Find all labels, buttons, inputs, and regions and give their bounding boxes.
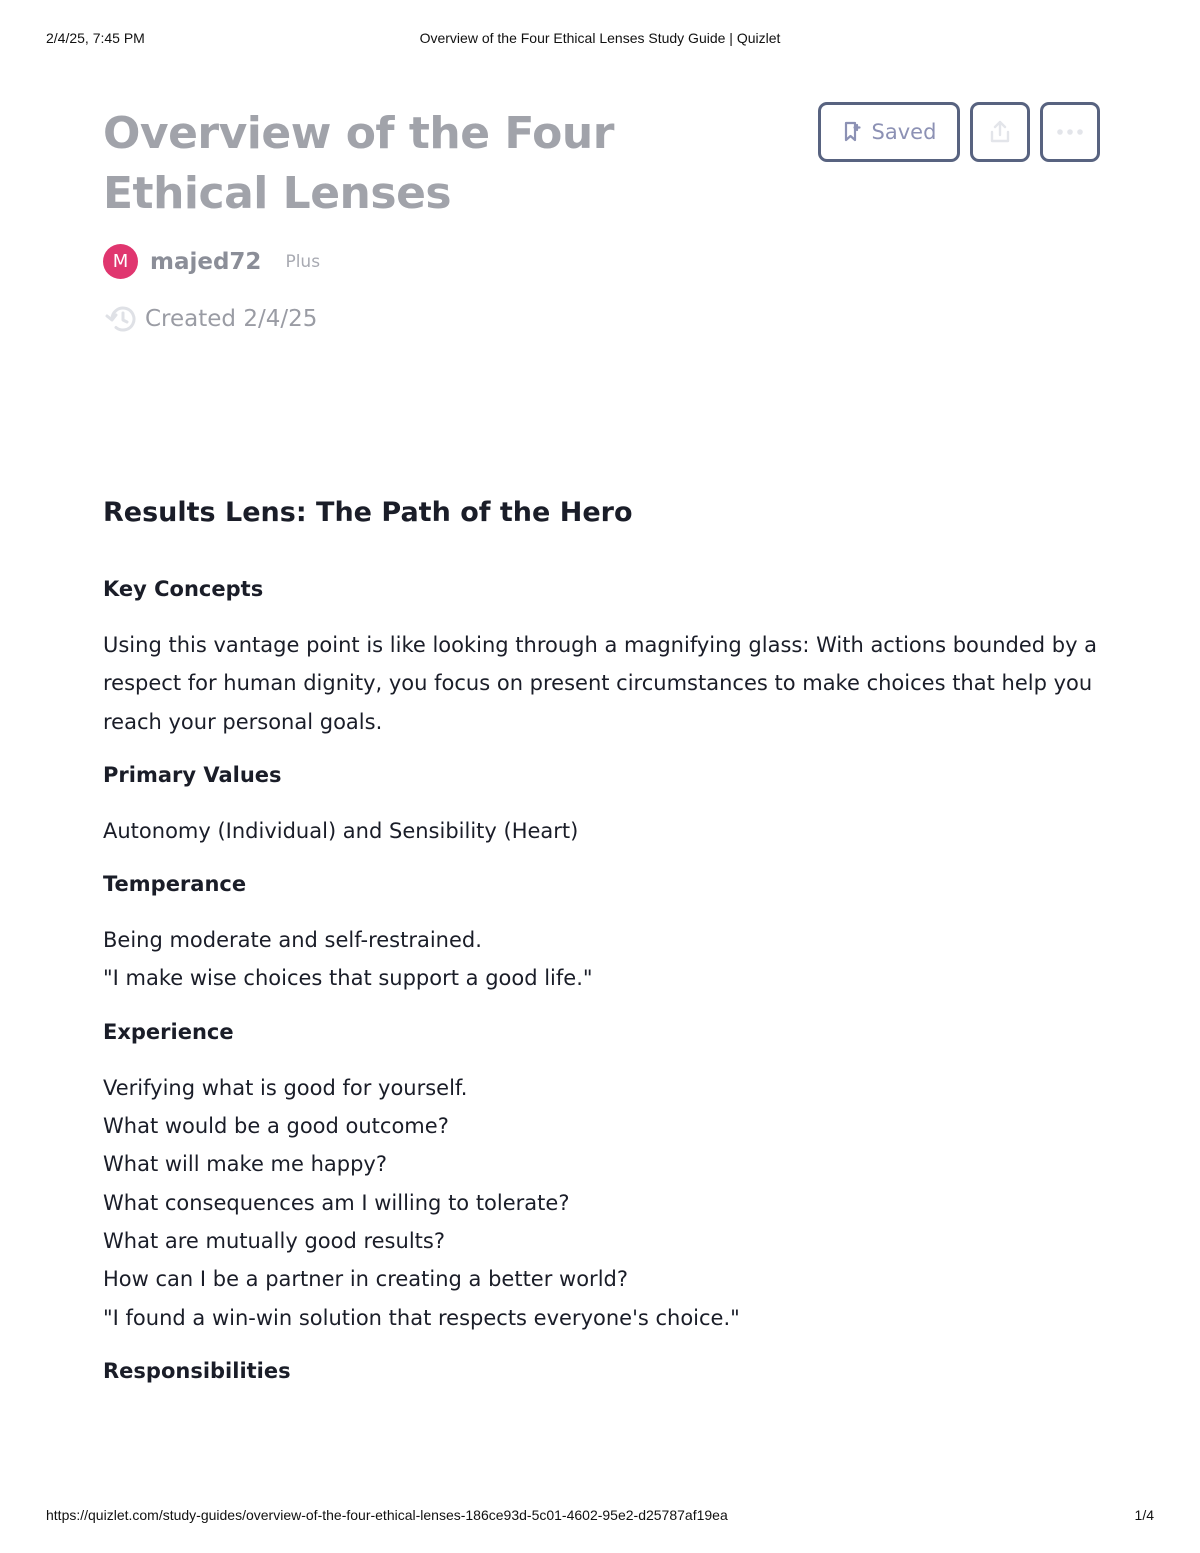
- key-concepts-text: [103, 626, 1103, 741]
- key-concepts-heading: Key Concepts: [103, 577, 264, 601]
- action-bar: [818, 102, 1100, 162]
- text-line: respect for human dignity, you focus on present circumstances to make choices that help you: [103, 671, 1093, 696]
- experience-heading: Experience: [103, 1019, 234, 1044]
- responsibilities-heading: Responsibilities: [103, 1358, 291, 1383]
- text-line: How can I be a partner in creating a better world?: [103, 1267, 628, 1292]
- avatar[interactable]: M: [103, 244, 138, 279]
- text-line: reach your personal goals.: [103, 709, 383, 734]
- text-line: Being moderate and self-restrained.: [103, 928, 482, 953]
- saved-button[interactable]: [818, 102, 960, 162]
- share-button[interactable]: [970, 102, 1030, 162]
- plan-badge: Plus: [285, 251, 321, 272]
- primary-values-heading: Primary Values: [103, 762, 282, 787]
- text-line: What are mutually good results?: [103, 1228, 445, 1253]
- author-username[interactable]: majed72: [150, 248, 262, 275]
- print-page-title: Overview of the Four Ethical Lenses Study Guide | Quizlet: [419, 30, 781, 46]
- saved-label: Saved: [871, 120, 937, 144]
- page-title: Overview of the Four Ethical Lenses: [103, 108, 614, 219]
- print-footer: [46, 1507, 1154, 1525]
- more-button[interactable]: [1040, 102, 1100, 162]
- primary-values-text: [103, 812, 1103, 850]
- text-line: "I make wise choices that support a good life.": [103, 966, 593, 991]
- share-icon: [986, 118, 1014, 146]
- temperance-heading: Temperance: [103, 872, 247, 897]
- print-date: 2/4/25, 7:45 PM: [46, 30, 145, 46]
- created-row: [103, 304, 317, 334]
- text-line: Verifying what is good for yourself.: [103, 1075, 468, 1100]
- temperance-text: [103, 921, 1103, 998]
- author-row: [103, 244, 320, 279]
- study-guide-content: [103, 494, 1103, 1408]
- text-line: What would be a good outcome?: [103, 1114, 449, 1139]
- history-icon: [103, 304, 137, 334]
- text-line: What will make me happy?: [103, 1152, 388, 1177]
- text-line: Autonomy (Individual) and Sensibility (Heart): [103, 818, 579, 843]
- bookmark-icon: [842, 121, 862, 143]
- more-horizontal-icon: [1055, 128, 1085, 136]
- print-page-number: 1/4: [1134, 1507, 1154, 1523]
- text-line: Using this vantage point is like looking through a magnifying glass: With actions bounded by a: [103, 633, 1098, 657]
- text-line: "I found a win-win solution that respects everyone's choice.": [103, 1305, 740, 1330]
- experience-text: [103, 1069, 1103, 1337]
- created-date: Created 2/4/25: [145, 306, 318, 332]
- text-line: What consequences am I willing to tolerate?: [103, 1190, 570, 1215]
- print-url: https://quizlet.com/study-guides/overview-of-the-four-ethical-lenses-186ce93d-5c01-4602-95e2-d25787af19ea: [46, 1507, 728, 1523]
- section-heading: Results Lens: The Path of the Hero: [103, 497, 633, 528]
- print-header: [46, 30, 1154, 48]
